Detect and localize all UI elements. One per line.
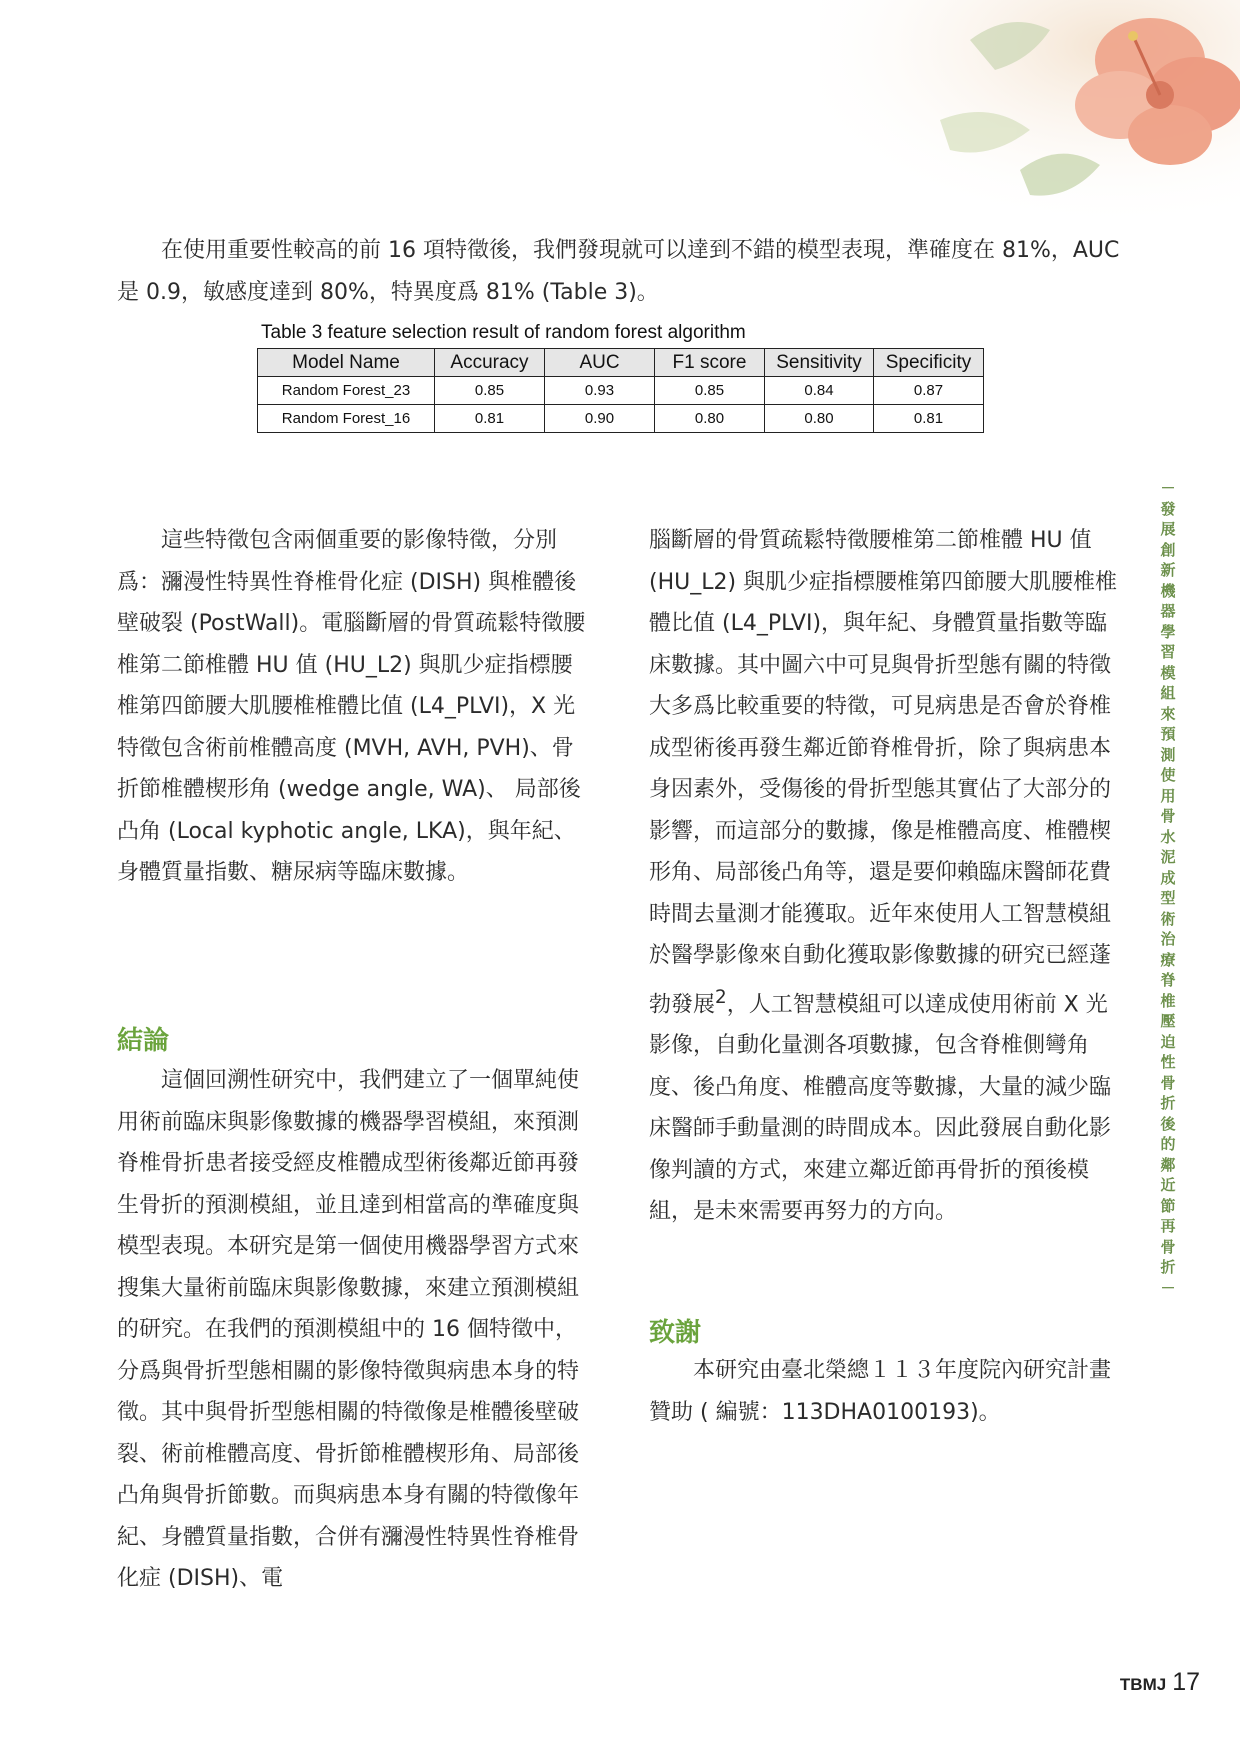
side-title-char: 模 [1160, 663, 1176, 682]
table-row [258, 405, 984, 433]
page-footer [1120, 1668, 1200, 1697]
header-specificity: Specificity [874, 349, 984, 377]
conclusion-paragraph: 這個回溯性研究中，我們建立了一個單純使用術前臨床與影像數據的機器學習模組，來預測脊椎骨折患者接受經皮椎體成型術後鄰近節再發生骨折的預測模組，並且達到相當高的準確度與模型表現。本研究是第一個使用機器學習方式來搜集大量術前臨床與影像數據，來建立預測模組的研究。在我們的預測模組中的 16 個特徵中，分爲與骨折型態相關的影像特徵與病患本身的特徵。其中與骨折型態相關的特徵像是椎體後壁破裂、術前椎體高度、骨折節椎體楔形角、局部後凸角與骨折節數。而與病患本身有關的特徵像年紀、身體質量指數，合併有瀰漫性特異性脊椎骨化症 (DISH)、電 [117, 1068, 580, 1591]
side-title-char: 使 [1160, 766, 1176, 784]
intro-paragraph: 在使用重要性較高的前 16 項特徵後，我們發現就可以達到不錯的模型表現，準確度在 81%，AUC 是 0.9，敏感度達到 80%，特異度爲 81% (Table 3)。 [117, 238, 1120, 305]
side-title-char: 成 [1160, 868, 1176, 887]
side-title-char: 鄰 [1160, 1155, 1176, 1174]
side-title-char: 再 [1160, 1217, 1176, 1235]
conclusion-heading: 結論 [117, 1026, 170, 1056]
side-title-char: 用 [1160, 786, 1176, 805]
side-title-char: 水 [1160, 827, 1176, 846]
side-title-char: 性 [1160, 1053, 1176, 1071]
table-cell: 0.85 [435, 377, 545, 405]
side-title-char: 展 [1160, 520, 1176, 538]
side-title-char: 療 [1160, 950, 1176, 969]
side-title-char: 術 [1160, 909, 1176, 928]
side-title-char: 新 [1160, 561, 1176, 579]
side-title-char: 學 [1160, 622, 1176, 641]
acknowledgement-paragraph: 本研究由臺北榮總１１３年度院內研究計畫贊助 ( 編號：113DHA0100193)。 [649, 1358, 1112, 1425]
side-title-char: 習 [1160, 643, 1176, 661]
side-title-char: 迫 [1160, 1032, 1176, 1051]
page-number: 17 [1172, 1668, 1200, 1696]
table-cell: 0.80 [765, 405, 874, 433]
side-title-char: 壓 [1160, 1012, 1176, 1030]
side-title-char: 節 [1160, 1196, 1176, 1215]
side-title-char: 骨 [1160, 1073, 1176, 1092]
header-auc: AUC [545, 349, 655, 377]
side-title-char: 型 [1160, 889, 1176, 907]
discussion-text-part2: ，人工智慧模組可以達成使用術前 X 光影像，自動化量測各項數據，包含脊椎側彎角度、後凸角度、椎體高度等數據，大量的減少臨床醫師手動量測的時間成本。因此發展自動化影像判讀的方式，來建立鄰近節再骨折的預後模組，是未來需要再努力的方向。 [649, 991, 1112, 1225]
discussion-paragraph [649, 520, 1123, 1233]
table-header-row [258, 349, 984, 377]
side-title-char: 脊 [1160, 971, 1176, 989]
side-title-char: 骨 [1160, 807, 1176, 825]
table-cell: 0.93 [545, 377, 655, 405]
table-cell: 0.84 [765, 377, 874, 405]
side-title-char: 椎 [1160, 991, 1176, 1010]
side-title-char: 預 [1160, 725, 1176, 743]
reference-superscript: 2 [715, 986, 727, 1008]
side-title-char: 折 [1160, 1094, 1176, 1112]
discussion-text-part1: 腦斷層的骨質疏鬆特徵腰椎第二節椎體 HU 值 (HU_L2) 與肌少症指標腰椎第四節腰大肌腰椎椎體比值 (L4_PLVI)，與年紀、身體質量指數等臨床數據。其中圖六中可見與骨折型態有關的特徵大多爲比較重要的特徵，可見病患是否會於脊椎成型術後再發生鄰近節脊椎骨折，除了與病患本身因素外，受傷後的骨折型態其實佔了大部分的影響，而這部分的數據，像是椎體高度、椎體楔形角、局部後凸角等，還是要仰賴臨床醫師花費時間去量測才能獲取。近年來使用人工智慧模組於醫學影像來自動化獲取影像數據的研究已經蓬勃發展 [649, 528, 1118, 1017]
results-table [257, 348, 984, 433]
table-cell: Random Forest_23 [258, 377, 435, 405]
side-title-char: 骨 [1160, 1237, 1176, 1256]
table-cell: 0.87 [874, 377, 984, 405]
header-f1-score: F1 score [655, 349, 765, 377]
side-title-char: 後 [1160, 1114, 1176, 1133]
side-title-char: 器 [1160, 602, 1176, 620]
table-caption: Table 3 feature selection result of random forest algorithm [261, 322, 746, 343]
header-model-name: Model Name [258, 349, 435, 377]
table-cell: 0.81 [435, 405, 545, 433]
table-cell: 0.80 [655, 405, 765, 433]
header-accuracy: Accuracy [435, 349, 545, 377]
side-title-char: 的 [1160, 1135, 1176, 1153]
header-sensitivity: Sensitivity [765, 349, 874, 377]
table-cell: 0.90 [545, 405, 655, 433]
side-title-char: 來 [1160, 704, 1176, 723]
floral-decoration [820, 0, 1240, 230]
side-title-char: 創 [1160, 540, 1176, 559]
table-row [258, 377, 984, 405]
side-title-char: － [1160, 479, 1176, 497]
side-title-char: 發 [1160, 499, 1176, 518]
side-title-char: 泥 [1160, 848, 1176, 866]
side-title-char: 折 [1160, 1258, 1176, 1276]
journal-name: TBMJ [1119, 1675, 1167, 1694]
features-paragraph: 這些特徵包含兩個重要的影像特徵，分別爲：瀰漫性特異性脊椎骨化症 (DISH) 與椎體後壁破裂 (PostWall)。電腦斷層的骨質疏鬆特徵腰椎第二節椎體 HU 值 (HU_L2) 與肌少症指標腰椎第四節腰大肌腰椎椎體比值 (L4_PLVI)，X 光特徵包含術前椎體高度 (MVH, AVH, PVH)、骨折節椎體楔形角 (wedge angle, WA)、 局部後凸角 (Local kyphotic angle, LKA)，與年紀、身體質量指數、糖尿病等臨床數據。 [117, 528, 586, 885]
acknowledgement-heading: 致謝 [649, 1318, 702, 1348]
side-title-char: 治 [1160, 930, 1176, 948]
side-running-title [1153, 478, 1183, 1298]
side-title-char: 組 [1160, 684, 1176, 702]
side-title-char: 測 [1160, 745, 1176, 764]
side-title-char: 機 [1160, 581, 1176, 600]
table-cell: Random Forest_16 [258, 405, 435, 433]
table-cell: 0.85 [655, 377, 765, 405]
side-title-char: － [1160, 1278, 1176, 1297]
side-title-char: 近 [1160, 1176, 1176, 1194]
table-cell: 0.81 [874, 405, 984, 433]
